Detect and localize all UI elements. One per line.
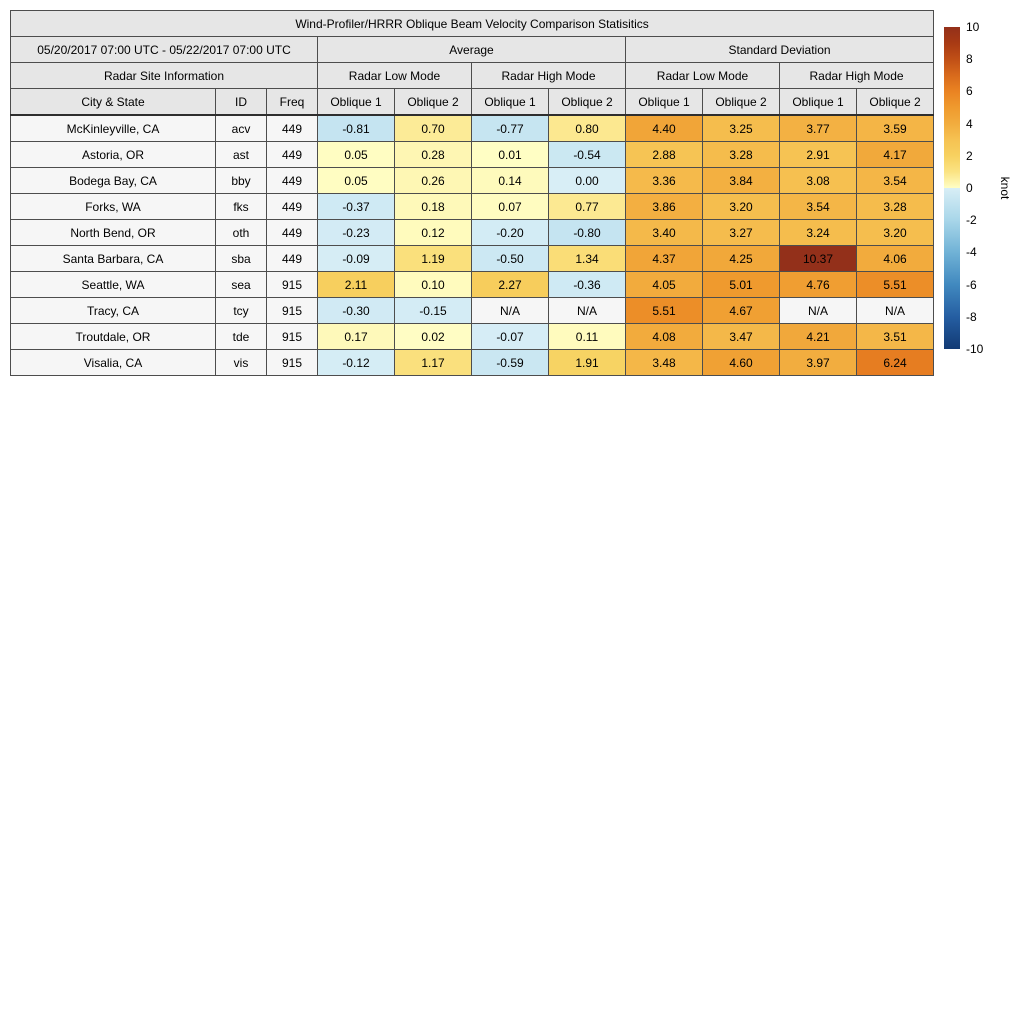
date-range-label: 05/20/2017 07:00 UTC - 05/22/2017 07:00 UTC: [11, 37, 318, 63]
site-id-cell: bby: [216, 168, 267, 194]
value-cell: 4.17: [857, 142, 934, 168]
freq-cell: 449: [267, 220, 318, 246]
value-cell: 3.51: [857, 324, 934, 350]
group-header-row: [11, 37, 934, 63]
value-cell: 3.54: [780, 194, 857, 220]
colorbar-tick-label: 0: [966, 181, 973, 195]
value-cell: -0.15: [395, 298, 472, 324]
col-header-oblique1: Oblique 1: [626, 89, 703, 116]
col-header-freq: Freq: [267, 89, 318, 116]
value-cell: 0.28: [395, 142, 472, 168]
value-cell: 3.27: [703, 220, 780, 246]
value-cell: -0.77: [472, 115, 549, 142]
value-cell: -0.81: [318, 115, 395, 142]
column-header-row: [11, 89, 934, 116]
value-cell: 0.12: [395, 220, 472, 246]
value-cell: 0.14: [472, 168, 549, 194]
stddev-group-header: Standard Deviation: [626, 37, 934, 63]
table-row: [11, 350, 934, 376]
value-cell: 4.37: [626, 246, 703, 272]
colorbar-tick-label: -10: [966, 342, 984, 356]
value-cell: 1.91: [549, 350, 626, 376]
table-row: [11, 220, 934, 246]
value-cell: -0.09: [318, 246, 395, 272]
col-header-oblique2: Oblique 2: [703, 89, 780, 116]
value-cell: 3.77: [780, 115, 857, 142]
col-header-oblique1: Oblique 1: [780, 89, 857, 116]
site-id-cell: vis: [216, 350, 267, 376]
colorbar-tick-label: -6: [966, 277, 977, 292]
freq-cell: 449: [267, 115, 318, 142]
value-cell: 4.40: [626, 115, 703, 142]
col-header-oblique1: Oblique 1: [318, 89, 395, 116]
colorbar-tick-label: 10: [966, 20, 980, 34]
value-cell: -0.80: [549, 220, 626, 246]
value-cell: -0.20: [472, 220, 549, 246]
value-cell: 0.00: [549, 168, 626, 194]
colorbar-tick-label: 6: [966, 84, 973, 99]
city-state-cell: Visalia, CA: [11, 350, 216, 376]
col-header-oblique2: Oblique 2: [395, 89, 472, 116]
city-state-cell: Troutdale, OR: [11, 324, 216, 350]
value-cell: -0.50: [472, 246, 549, 272]
colorbar-tick-label: 8: [966, 52, 973, 67]
colorbar-tick-label: 4: [966, 116, 973, 131]
value-cell: 0.11: [549, 324, 626, 350]
col-header-oblique1: Oblique 1: [472, 89, 549, 116]
value-cell: -0.36: [549, 272, 626, 298]
value-cell: 4.25: [703, 246, 780, 272]
value-cell: 2.88: [626, 142, 703, 168]
colorbar: [944, 20, 1024, 356]
value-cell: 3.28: [703, 142, 780, 168]
value-cell: 1.34: [549, 246, 626, 272]
value-cell: -0.12: [318, 350, 395, 376]
col-header-oblique2: Oblique 2: [857, 89, 934, 116]
sd-high-mode-header: Radar High Mode: [780, 63, 934, 89]
value-cell: 3.20: [857, 220, 934, 246]
col-header-oblique2: Oblique 2: [549, 89, 626, 116]
city-state-cell: Seattle, WA: [11, 272, 216, 298]
value-cell: 3.20: [703, 194, 780, 220]
value-cell: 3.40: [626, 220, 703, 246]
table-row: [11, 194, 934, 220]
city-state-cell: Tracy, CA: [11, 298, 216, 324]
freq-cell: 915: [267, 350, 318, 376]
value-cell: 3.86: [626, 194, 703, 220]
value-cell: 0.01: [472, 142, 549, 168]
value-cell: 3.08: [780, 168, 857, 194]
value-cell: 1.19: [395, 246, 472, 272]
freq-cell: 449: [267, 142, 318, 168]
value-cell: 0.80: [549, 115, 626, 142]
freq-cell: 915: [267, 272, 318, 298]
avg-high-mode-header: Radar High Mode: [472, 63, 626, 89]
site-id-cell: tde: [216, 324, 267, 350]
value-cell: 4.06: [857, 246, 934, 272]
value-cell: 3.25: [703, 115, 780, 142]
value-cell: 0.10: [395, 272, 472, 298]
site-id-cell: sba: [216, 246, 267, 272]
freq-cell: 915: [267, 298, 318, 324]
value-cell: 5.51: [857, 272, 934, 298]
sd-low-mode-header: Radar Low Mode: [626, 63, 780, 89]
site-info-header: Radar Site Information: [11, 63, 318, 89]
city-state-cell: North Bend, OR: [11, 220, 216, 246]
freq-cell: 449: [267, 168, 318, 194]
city-state-cell: Santa Barbara, CA: [11, 246, 216, 272]
site-id-cell: acv: [216, 115, 267, 142]
value-cell: 0.18: [395, 194, 472, 220]
value-cell: 2.11: [318, 272, 395, 298]
value-cell: 10.37: [780, 246, 857, 272]
col-header-city-state: City & State: [11, 89, 216, 116]
colorbar-tick-label: 2: [966, 148, 973, 163]
colorbar-gradient: [944, 27, 960, 349]
value-cell: -0.59: [472, 350, 549, 376]
value-cell: -0.30: [318, 298, 395, 324]
value-cell: 5.51: [626, 298, 703, 324]
average-group-header: Average: [318, 37, 626, 63]
table-row: [11, 142, 934, 168]
value-cell: -0.54: [549, 142, 626, 168]
table-row: [11, 246, 934, 272]
value-cell: 2.27: [472, 272, 549, 298]
table-row: [11, 168, 934, 194]
city-state-cell: Bodega Bay, CA: [11, 168, 216, 194]
col-header-id: ID: [216, 89, 267, 116]
value-cell: 4.67: [703, 298, 780, 324]
freq-cell: 449: [267, 246, 318, 272]
city-state-cell: McKinleyville, CA: [11, 115, 216, 142]
colorbar-unit-label: knot: [998, 176, 1012, 200]
value-cell: 3.36: [626, 168, 703, 194]
value-cell: -0.23: [318, 220, 395, 246]
site-id-cell: fks: [216, 194, 267, 220]
stats-table: [10, 10, 934, 376]
value-cell: 4.05: [626, 272, 703, 298]
value-cell: 3.28: [857, 194, 934, 220]
value-cell: N/A: [472, 298, 549, 324]
table-row: [11, 272, 934, 298]
value-cell: 0.77: [549, 194, 626, 220]
avg-low-mode-header: Radar Low Mode: [318, 63, 472, 89]
table-title-row: [11, 11, 934, 37]
value-cell: -0.37: [318, 194, 395, 220]
site-id-cell: oth: [216, 220, 267, 246]
value-cell: 3.48: [626, 350, 703, 376]
value-cell: 3.84: [703, 168, 780, 194]
value-cell: 0.02: [395, 324, 472, 350]
table-row: [11, 324, 934, 350]
value-cell: N/A: [549, 298, 626, 324]
value-cell: 0.07: [472, 194, 549, 220]
value-cell: -0.07: [472, 324, 549, 350]
value-cell: 3.59: [857, 115, 934, 142]
city-state-cell: Forks, WA: [11, 194, 216, 220]
colorbar-tick-label: -4: [966, 245, 977, 260]
colorbar-tick-label: -8: [966, 309, 977, 324]
table-row: [11, 115, 934, 142]
value-cell: 2.91: [780, 142, 857, 168]
value-cell: 0.17: [318, 324, 395, 350]
page-title: Wind-Profiler/HRRR Oblique Beam Velocity Comparison Statisitics: [11, 11, 934, 37]
freq-cell: 915: [267, 324, 318, 350]
table-row: [11, 298, 934, 324]
site-id-cell: ast: [216, 142, 267, 168]
value-cell: 0.05: [318, 168, 395, 194]
value-cell: 3.97: [780, 350, 857, 376]
value-cell: 4.60: [703, 350, 780, 376]
city-state-cell: Astoria, OR: [11, 142, 216, 168]
value-cell: 4.21: [780, 324, 857, 350]
value-cell: 0.26: [395, 168, 472, 194]
value-cell: 4.08: [626, 324, 703, 350]
value-cell: 3.47: [703, 324, 780, 350]
site-id-cell: tcy: [216, 298, 267, 324]
value-cell: 4.76: [780, 272, 857, 298]
value-cell: 1.17: [395, 350, 472, 376]
site-id-cell: sea: [216, 272, 267, 298]
mode-header-row: [11, 63, 934, 89]
value-cell: 5.01: [703, 272, 780, 298]
value-cell: N/A: [857, 298, 934, 324]
value-cell: N/A: [780, 298, 857, 324]
value-cell: 3.54: [857, 168, 934, 194]
freq-cell: 449: [267, 194, 318, 220]
value-cell: 0.05: [318, 142, 395, 168]
value-cell: 3.24: [780, 220, 857, 246]
value-cell: 6.24: [857, 350, 934, 376]
value-cell: 0.70: [395, 115, 472, 142]
colorbar-tick-label: -2: [966, 213, 977, 228]
